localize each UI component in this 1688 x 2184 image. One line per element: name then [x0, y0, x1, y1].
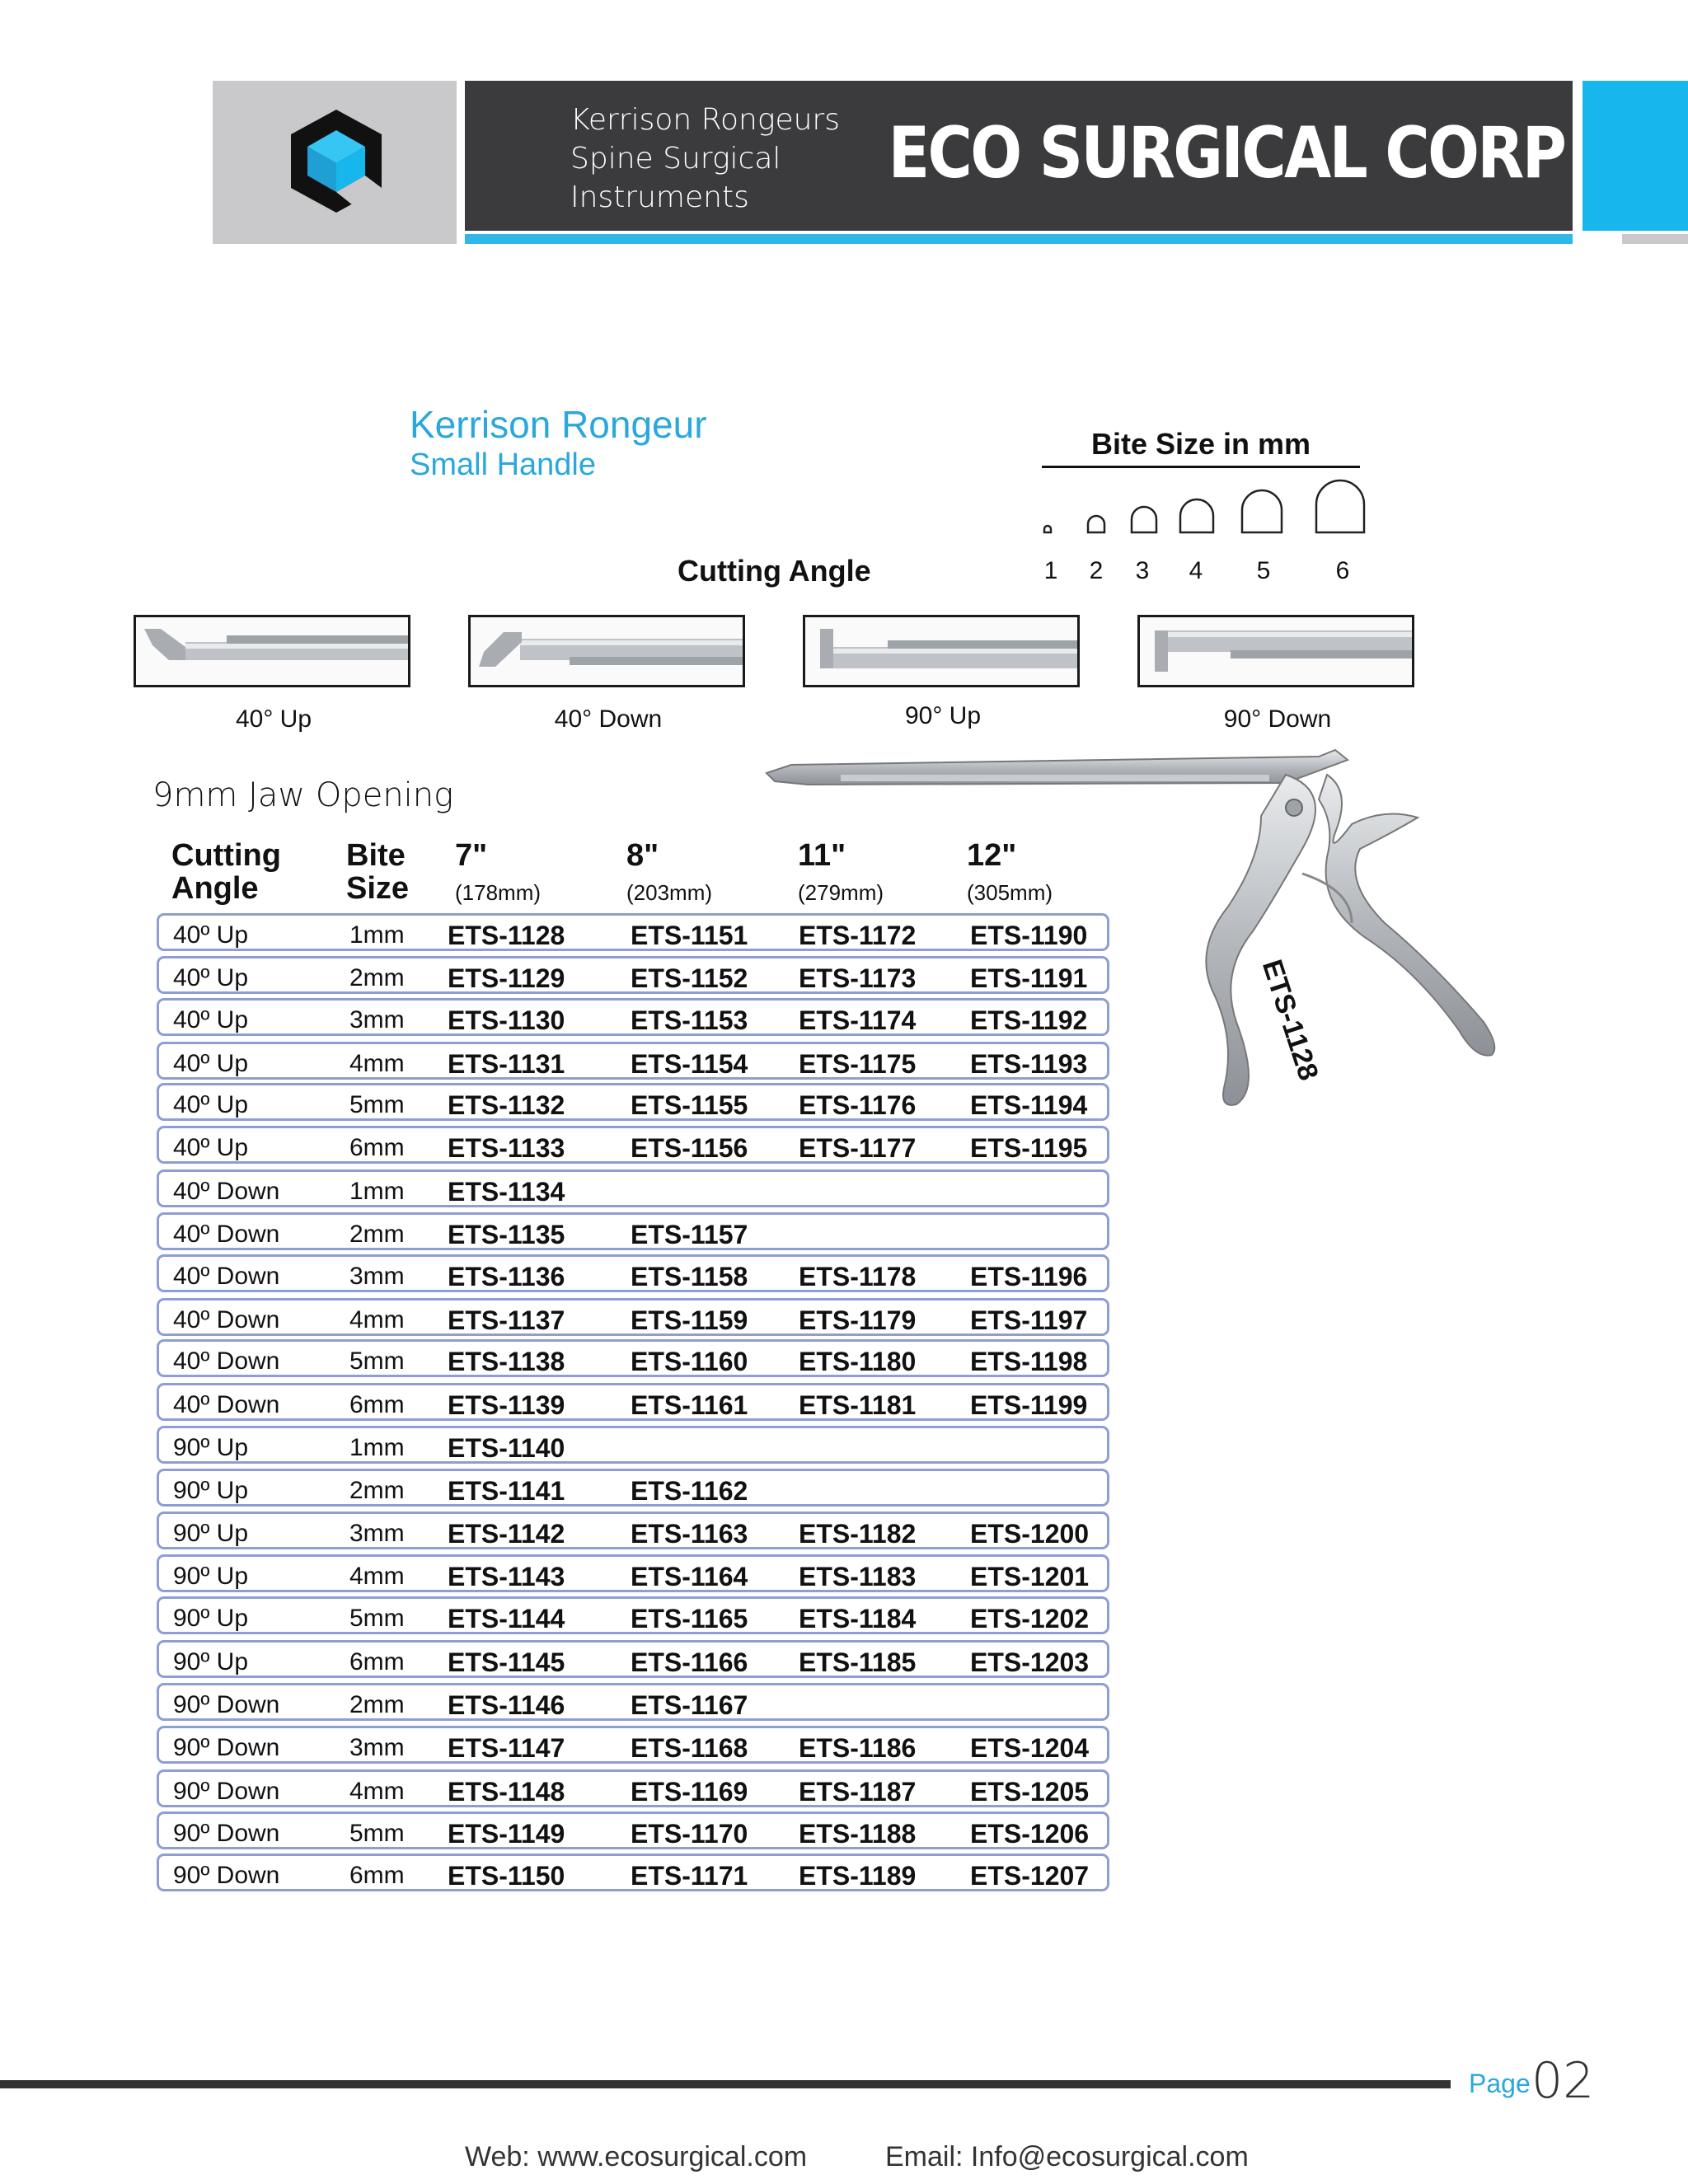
- cell-bite-size: 4mm: [349, 1778, 405, 1805]
- cell-product-code: ETS-1186: [799, 1733, 917, 1763]
- table-row: [157, 1640, 1109, 1678]
- cell-cutting-angle: 90º Down: [173, 1778, 280, 1805]
- logo-panel: [213, 81, 457, 244]
- cell-cutting-angle: 90º Down: [173, 1820, 280, 1847]
- cell-product-code: ETS-1154: [631, 1049, 748, 1079]
- cell-product-code: ETS-1159: [631, 1305, 748, 1335]
- cell-product-code: ETS-1191: [970, 963, 1088, 993]
- table-row: [157, 1683, 1109, 1721]
- cell-product-code: ETS-1180: [799, 1347, 917, 1376]
- angle-image-40-up: [134, 615, 410, 687]
- cell-cutting-angle: 90º Up: [173, 1520, 249, 1547]
- cell-product-code: ETS-1202: [970, 1604, 1090, 1633]
- table-row: [157, 1298, 1109, 1336]
- cell-product-code: ETS-1187: [799, 1777, 917, 1807]
- cell-product-code: ETS-1158: [631, 1262, 748, 1291]
- cutting-angle-title: Cutting Angle: [678, 554, 871, 588]
- table-row: [157, 1596, 1109, 1634]
- cell-bite-size: 1mm: [349, 1178, 405, 1205]
- table-row: [157, 1469, 1109, 1507]
- table-row: [157, 1511, 1109, 1549]
- page-number: 02: [1531, 2052, 1595, 2110]
- bite-size-label: 5: [1256, 557, 1271, 584]
- cell-product-code: ETS-1128: [448, 921, 565, 950]
- cell-cutting-angle: 90º Up: [173, 1563, 249, 1590]
- brand-name: ECO SURGICAL CORP: [888, 112, 1564, 194]
- cell-bite-size: 3mm: [349, 1734, 405, 1761]
- angle-image-90-up: [803, 615, 1080, 687]
- cell-product-code: ETS-1163: [631, 1519, 748, 1549]
- cell-product-code: ETS-1169: [631, 1777, 748, 1807]
- bite-shape-2: [1088, 516, 1104, 532]
- cell-product-code: ETS-1144: [448, 1604, 565, 1633]
- bite-shape-5: [1242, 490, 1282, 532]
- cell-bite-size: 6mm: [349, 1134, 405, 1161]
- table-row: [157, 1854, 1109, 1891]
- header-subtitle-line: Instruments: [570, 180, 749, 214]
- cell-product-code: ETS-1198: [970, 1347, 1088, 1376]
- page-label: Page: [1469, 2069, 1531, 2098]
- cell-product-code: ETS-1168: [631, 1733, 748, 1763]
- cell-bite-size: 5mm: [349, 1091, 405, 1118]
- cell-product-code: ETS-1181: [799, 1390, 917, 1420]
- cell-product-code: ETS-1147: [448, 1733, 565, 1763]
- bite-size-label: 2: [1089, 557, 1104, 584]
- cell-cutting-angle: 90º Up: [173, 1648, 249, 1675]
- angle-label: 40° Down: [554, 705, 663, 733]
- bite-shape-4: [1180, 499, 1213, 532]
- header-length-7-mm: (178mm): [455, 880, 542, 905]
- table-row: [157, 1383, 1109, 1421]
- footer-rule: [0, 2080, 1451, 2088]
- cell-cutting-angle: 90º Up: [173, 1605, 249, 1632]
- cell-product-code: ETS-1193: [970, 1049, 1088, 1079]
- cell-bite-size: 6mm: [349, 1648, 405, 1675]
- header-subtitle-line: Kerrison Rongeurs: [570, 103, 840, 137]
- cell-product-code: ETS-1141: [448, 1476, 565, 1506]
- rongeur-instrument-image: [758, 742, 1550, 1203]
- header-cutting-angle: [171, 839, 281, 905]
- product-subtitle: Small Handle: [410, 448, 596, 482]
- header-gray-bar: [1622, 234, 1688, 244]
- cell-product-code: ETS-1157: [631, 1220, 748, 1249]
- cell-product-code: ETS-1155: [631, 1090, 748, 1120]
- angle-label: 40° Up: [235, 705, 312, 733]
- header-subtitle: [570, 101, 840, 217]
- table-row: [157, 1769, 1109, 1807]
- cell-bite-size: 2mm: [349, 1691, 405, 1718]
- cell-bite-size: 1mm: [349, 921, 405, 949]
- cell-product-code: ETS-1172: [799, 921, 917, 950]
- company-logo-icon: [283, 105, 390, 221]
- angle-image-40-down: [468, 615, 745, 687]
- cell-product-code: ETS-1150: [448, 1861, 565, 1891]
- cell-product-code: ETS-1133: [448, 1133, 565, 1163]
- cell-product-code: ETS-1177: [799, 1133, 917, 1163]
- header-accent-block: [1582, 81, 1688, 231]
- bite-size-label: 1: [1043, 557, 1058, 584]
- cell-product-code: ETS-1196: [970, 1262, 1088, 1291]
- header-subtitle-line: Spine Surgical: [570, 142, 781, 176]
- header-length-8: 8": [626, 838, 659, 873]
- header-length-12: 12": [967, 838, 1017, 873]
- cell-product-code: ETS-1140: [448, 1433, 565, 1463]
- table-row: [157, 1426, 1109, 1464]
- product-title: Kerrison Rongeur: [410, 403, 707, 446]
- cell-product-code: ETS-1138: [448, 1347, 565, 1376]
- cell-bite-size: 5mm: [349, 1820, 405, 1847]
- cell-cutting-angle: 40º Down: [173, 1263, 280, 1290]
- cell-product-code: ETS-1205: [970, 1777, 1090, 1807]
- cell-product-code: ETS-1164: [631, 1562, 748, 1591]
- cell-product-code: ETS-1151: [631, 921, 748, 950]
- footer-email[interactable]: Email: Info@ecosurgical.com: [885, 2141, 1249, 2172]
- table-row: [157, 1254, 1109, 1292]
- cell-product-code: ETS-1173: [799, 963, 917, 993]
- cell-product-code: ETS-1194: [970, 1090, 1088, 1120]
- header-length-7: 7": [455, 838, 488, 873]
- cell-product-code: ETS-1142: [448, 1519, 565, 1549]
- bite-shape-3: [1132, 507, 1156, 532]
- table-row: [157, 1212, 1109, 1250]
- cell-product-code: ETS-1156: [631, 1133, 748, 1163]
- cell-bite-size: 4mm: [349, 1306, 405, 1333]
- header-accent-bar: [465, 234, 1573, 244]
- cell-product-code: ETS-1137: [448, 1305, 565, 1335]
- cell-product-code: ETS-1129: [448, 963, 565, 993]
- cell-product-code: ETS-1190: [970, 921, 1088, 950]
- header-text: Angle: [171, 871, 259, 906]
- cell-product-code: ETS-1160: [631, 1347, 748, 1376]
- cell-cutting-angle: 40º Down: [173, 1347, 280, 1375]
- cell-product-code: ETS-1148: [448, 1777, 565, 1807]
- cell-product-code: ETS-1201: [970, 1562, 1090, 1591]
- cell-product-code: ETS-1139: [448, 1390, 565, 1420]
- cell-cutting-angle: 90º Up: [173, 1477, 249, 1504]
- cell-product-code: ETS-1175: [799, 1049, 917, 1079]
- cell-product-code: ETS-1176: [799, 1090, 917, 1120]
- cell-bite-size: 2mm: [349, 964, 405, 991]
- cell-cutting-angle: 40º Up: [173, 921, 249, 949]
- cell-product-code: ETS-1135: [448, 1220, 565, 1249]
- cell-cutting-angle: 90º Up: [173, 1434, 249, 1461]
- cell-product-code: ETS-1203: [970, 1647, 1090, 1677]
- bite-size-label: 6: [1335, 557, 1350, 584]
- cell-product-code: ETS-1192: [970, 1005, 1088, 1035]
- cell-product-code: ETS-1166: [631, 1647, 748, 1677]
- cell-product-code: ETS-1165: [631, 1604, 748, 1633]
- bite-size-label: 3: [1135, 557, 1150, 584]
- bite-size-label: 4: [1189, 557, 1203, 584]
- cell-cutting-angle: 40º Down: [173, 1221, 280, 1248]
- cell-bite-size: 3mm: [349, 1006, 405, 1033]
- cell-bite-size: 2mm: [349, 1221, 405, 1248]
- cell-product-code: ETS-1197: [970, 1305, 1088, 1335]
- cell-product-code: ETS-1161: [631, 1390, 748, 1420]
- cell-product-code: ETS-1199: [970, 1390, 1088, 1420]
- cell-product-code: ETS-1170: [631, 1819, 748, 1849]
- table-row: [157, 1554, 1109, 1592]
- header-length-12-mm: (305mm): [967, 880, 1053, 905]
- cell-cutting-angle: 90º Down: [173, 1691, 280, 1718]
- cell-cutting-angle: 90º Down: [173, 1734, 280, 1761]
- cell-cutting-angle: 40º Up: [173, 1134, 249, 1161]
- cell-bite-size: 5mm: [349, 1347, 405, 1375]
- cell-bite-size: 4mm: [349, 1050, 405, 1077]
- cell-product-code: ETS-1207: [970, 1861, 1090, 1891]
- cell-product-code: ETS-1171: [631, 1861, 748, 1891]
- cell-cutting-angle: 40º Up: [173, 1006, 249, 1033]
- cell-product-code: ETS-1183: [799, 1562, 917, 1591]
- cell-product-code: ETS-1206: [970, 1819, 1090, 1849]
- header-bite-size: [346, 839, 409, 905]
- bite-size-title: Bite Size in mm: [1090, 427, 1311, 461]
- cell-bite-size: 2mm: [349, 1477, 405, 1504]
- angle-label: 90° Up: [904, 702, 982, 729]
- cell-product-code: ETS-1188: [799, 1819, 917, 1849]
- cell-product-code: ETS-1143: [448, 1562, 565, 1591]
- angle-image-90-down: [1137, 615, 1414, 687]
- cell-product-code: ETS-1134: [448, 1177, 565, 1207]
- cell-product-code: ETS-1195: [970, 1133, 1088, 1163]
- cell-product-code: ETS-1179: [799, 1305, 917, 1335]
- header-text: Size: [346, 871, 410, 906]
- cell-bite-size: 3mm: [349, 1520, 405, 1547]
- cell-product-code: ETS-1136: [448, 1262, 565, 1291]
- table-row: [157, 1811, 1109, 1849]
- table-row: [157, 1339, 1109, 1377]
- cell-cutting-angle: 40º Down: [173, 1306, 280, 1333]
- cell-bite-size: 6mm: [349, 1391, 405, 1418]
- cell-product-code: ETS-1152: [631, 963, 748, 993]
- cell-cutting-angle: 40º Up: [173, 1050, 249, 1077]
- bite-size-underline: [1042, 466, 1360, 468]
- jaw-opening-title: 9mm Jaw Opening: [152, 776, 454, 814]
- footer-website[interactable]: Web: www.ecosurgical.com: [465, 2141, 808, 2172]
- cell-product-code: ETS-1182: [799, 1519, 917, 1549]
- instrument-code-label: ETS-1128: [1255, 956, 1325, 1085]
- cell-product-code: ETS-1178: [799, 1262, 917, 1291]
- cell-product-code: ETS-1145: [448, 1647, 565, 1677]
- cell-cutting-angle: 40º Up: [173, 1091, 249, 1118]
- cell-bite-size: 3mm: [349, 1263, 405, 1290]
- cell-product-code: ETS-1146: [448, 1690, 565, 1720]
- cell-product-code: ETS-1149: [448, 1819, 565, 1849]
- bite-shape-6: [1316, 480, 1364, 532]
- cell-product-code: ETS-1184: [799, 1604, 917, 1633]
- cell-product-code: ETS-1131: [448, 1049, 565, 1079]
- cell-cutting-angle: 90º Down: [173, 1862, 280, 1889]
- header-length-11: 11": [798, 838, 846, 873]
- cell-product-code: ETS-1132: [448, 1090, 565, 1120]
- cell-cutting-angle: 40º Down: [173, 1391, 280, 1418]
- cell-cutting-angle: 40º Up: [173, 964, 249, 991]
- header-text: Cutting: [171, 838, 281, 873]
- header-text: Bite: [346, 838, 406, 873]
- cell-product-code: ETS-1189: [799, 1861, 917, 1891]
- cell-product-code: ETS-1185: [799, 1647, 917, 1677]
- header-length-8-mm: (203mm): [626, 880, 713, 905]
- cell-product-code: ETS-1130: [448, 1005, 565, 1035]
- cell-product-code: ETS-1200: [970, 1519, 1090, 1549]
- cell-cutting-angle: 40º Down: [173, 1178, 280, 1205]
- table-row: [157, 1726, 1109, 1764]
- bite-shape-1: [1044, 526, 1051, 532]
- cell-product-code: ETS-1174: [799, 1005, 917, 1035]
- cell-bite-size: 4mm: [349, 1563, 405, 1590]
- cell-product-code: ETS-1153: [631, 1005, 748, 1035]
- bite-size-shapes: [1039, 478, 1376, 537]
- cell-bite-size: 1mm: [349, 1434, 405, 1461]
- cell-product-code: ETS-1162: [631, 1476, 748, 1506]
- cell-product-code: ETS-1167: [631, 1690, 748, 1720]
- cell-bite-size: 6mm: [349, 1862, 405, 1889]
- header-length-11-mm: (279mm): [798, 880, 884, 905]
- cell-product-code: ETS-1204: [970, 1733, 1090, 1763]
- angle-label: 90° Down: [1223, 705, 1332, 733]
- cell-bite-size: 5mm: [349, 1605, 405, 1632]
